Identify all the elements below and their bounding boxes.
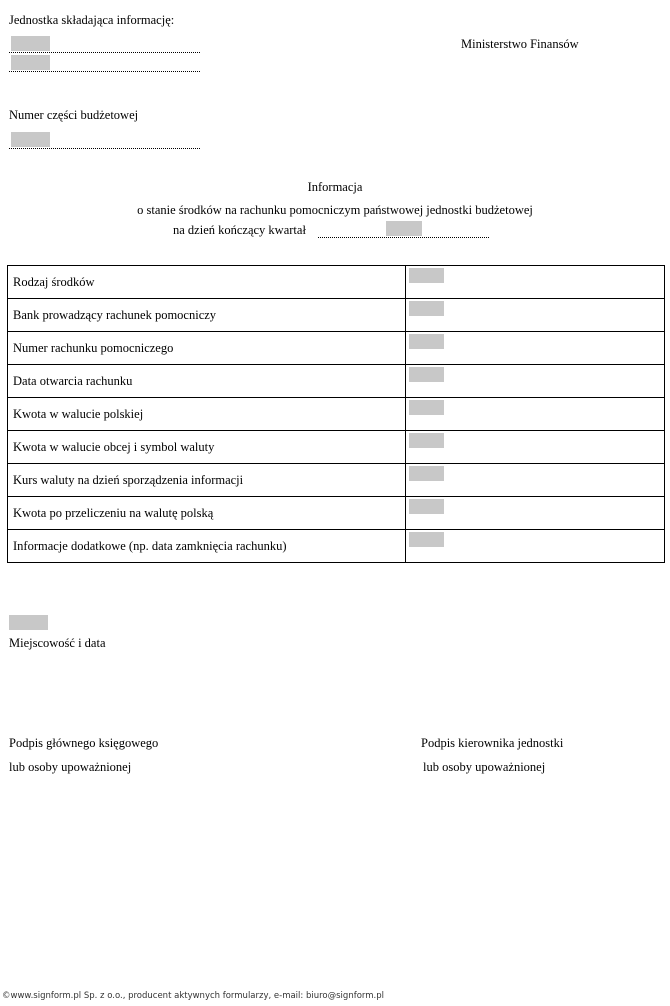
row-value-cell — [406, 332, 665, 365]
signature-right-line-2: lub osoby upoważnionej — [423, 760, 546, 774]
row-label-amount-pln: Kwota w walucie polskiej — [8, 398, 406, 431]
row-value-cell — [406, 530, 665, 563]
unit-address-dotline — [9, 71, 200, 72]
quarter-date-dotline — [318, 237, 489, 238]
info-table — [7, 265, 665, 563]
footer-note — [2, 991, 384, 1001]
bank-field[interactable] — [409, 301, 444, 316]
row-value-cell — [406, 299, 665, 332]
row-value-cell — [406, 464, 665, 497]
place-date-field[interactable] — [9, 615, 48, 630]
row-label-exchange-rate: Kurs waluty na dzień sporządzenia informacji — [8, 464, 406, 497]
title-line-1: Informacja — [307, 180, 363, 194]
table-row — [8, 398, 665, 431]
table-row — [8, 431, 665, 464]
budget-part-dotline — [9, 148, 200, 149]
unit-name-field[interactable] — [11, 36, 50, 51]
table-row — [8, 497, 665, 530]
table-row — [8, 266, 665, 299]
row-value-cell — [406, 497, 665, 530]
amount-foreign-field[interactable] — [409, 433, 444, 448]
unit-name-dotline — [9, 52, 200, 53]
row-label-account-number: Numer rachunku pomocniczego — [8, 332, 406, 365]
title-line-3: na dzień kończący kwartał — [173, 223, 306, 237]
open-date-field[interactable] — [409, 367, 444, 382]
row-value-cell — [406, 431, 665, 464]
exchange-rate-field[interactable] — [409, 466, 444, 481]
row-label-additional-info: Informacje dodatkowe (np. data zamknięcia rachunku) — [8, 530, 406, 563]
fund-type-field[interactable] — [409, 268, 444, 283]
table-row — [8, 332, 665, 365]
signature-left-line-2: lub osoby upoważnionej — [9, 760, 132, 774]
footer-text: www.signform.pl Sp. z o.o., producent aktywnych formularzy, e-mail: biuro@signform.pl — [10, 991, 384, 1001]
title-line-2: o stanie środków na rachunku pomocniczym państwowej jednostki budżetowej — [137, 203, 533, 217]
row-label-amount-foreign: Kwota w walucie obcej i symbol waluty — [8, 431, 406, 464]
quarter-date-field[interactable] — [386, 221, 422, 236]
row-label-converted-amount: Kwota po przeliczeniu na walutę polską — [8, 497, 406, 530]
place-date-label: Miejscowość i data — [9, 636, 106, 650]
table-row — [8, 464, 665, 497]
amount-pln-field[interactable] — [409, 400, 444, 415]
additional-info-field[interactable] — [409, 532, 444, 547]
budget-part-field[interactable] — [11, 132, 50, 147]
converted-amount-field[interactable] — [409, 499, 444, 514]
table-row — [8, 299, 665, 332]
ministry-label: Ministerstwo Finansów — [461, 37, 579, 51]
row-value-cell — [406, 266, 665, 299]
row-label-open-date: Data otwarcia rachunku — [8, 365, 406, 398]
table-row — [8, 365, 665, 398]
signature-left-line-1: Podpis głównego księgowego — [9, 736, 159, 750]
row-value-cell — [406, 398, 665, 431]
row-label-fund-type: Rodzaj środków — [8, 266, 406, 299]
account-number-field[interactable] — [409, 334, 444, 349]
signature-right-line-1: Podpis kierownika jednostki — [421, 736, 564, 750]
table-row — [8, 530, 665, 563]
row-label-bank: Bank prowadzący rachunek pomocniczy — [8, 299, 406, 332]
row-value-cell — [406, 365, 665, 398]
unit-address-field[interactable] — [11, 55, 50, 70]
unit-label: Jednostka składająca informację: — [9, 13, 175, 27]
budget-part-label: Numer części budżetowej — [9, 108, 139, 122]
copyright-icon: © — [2, 991, 11, 1001]
